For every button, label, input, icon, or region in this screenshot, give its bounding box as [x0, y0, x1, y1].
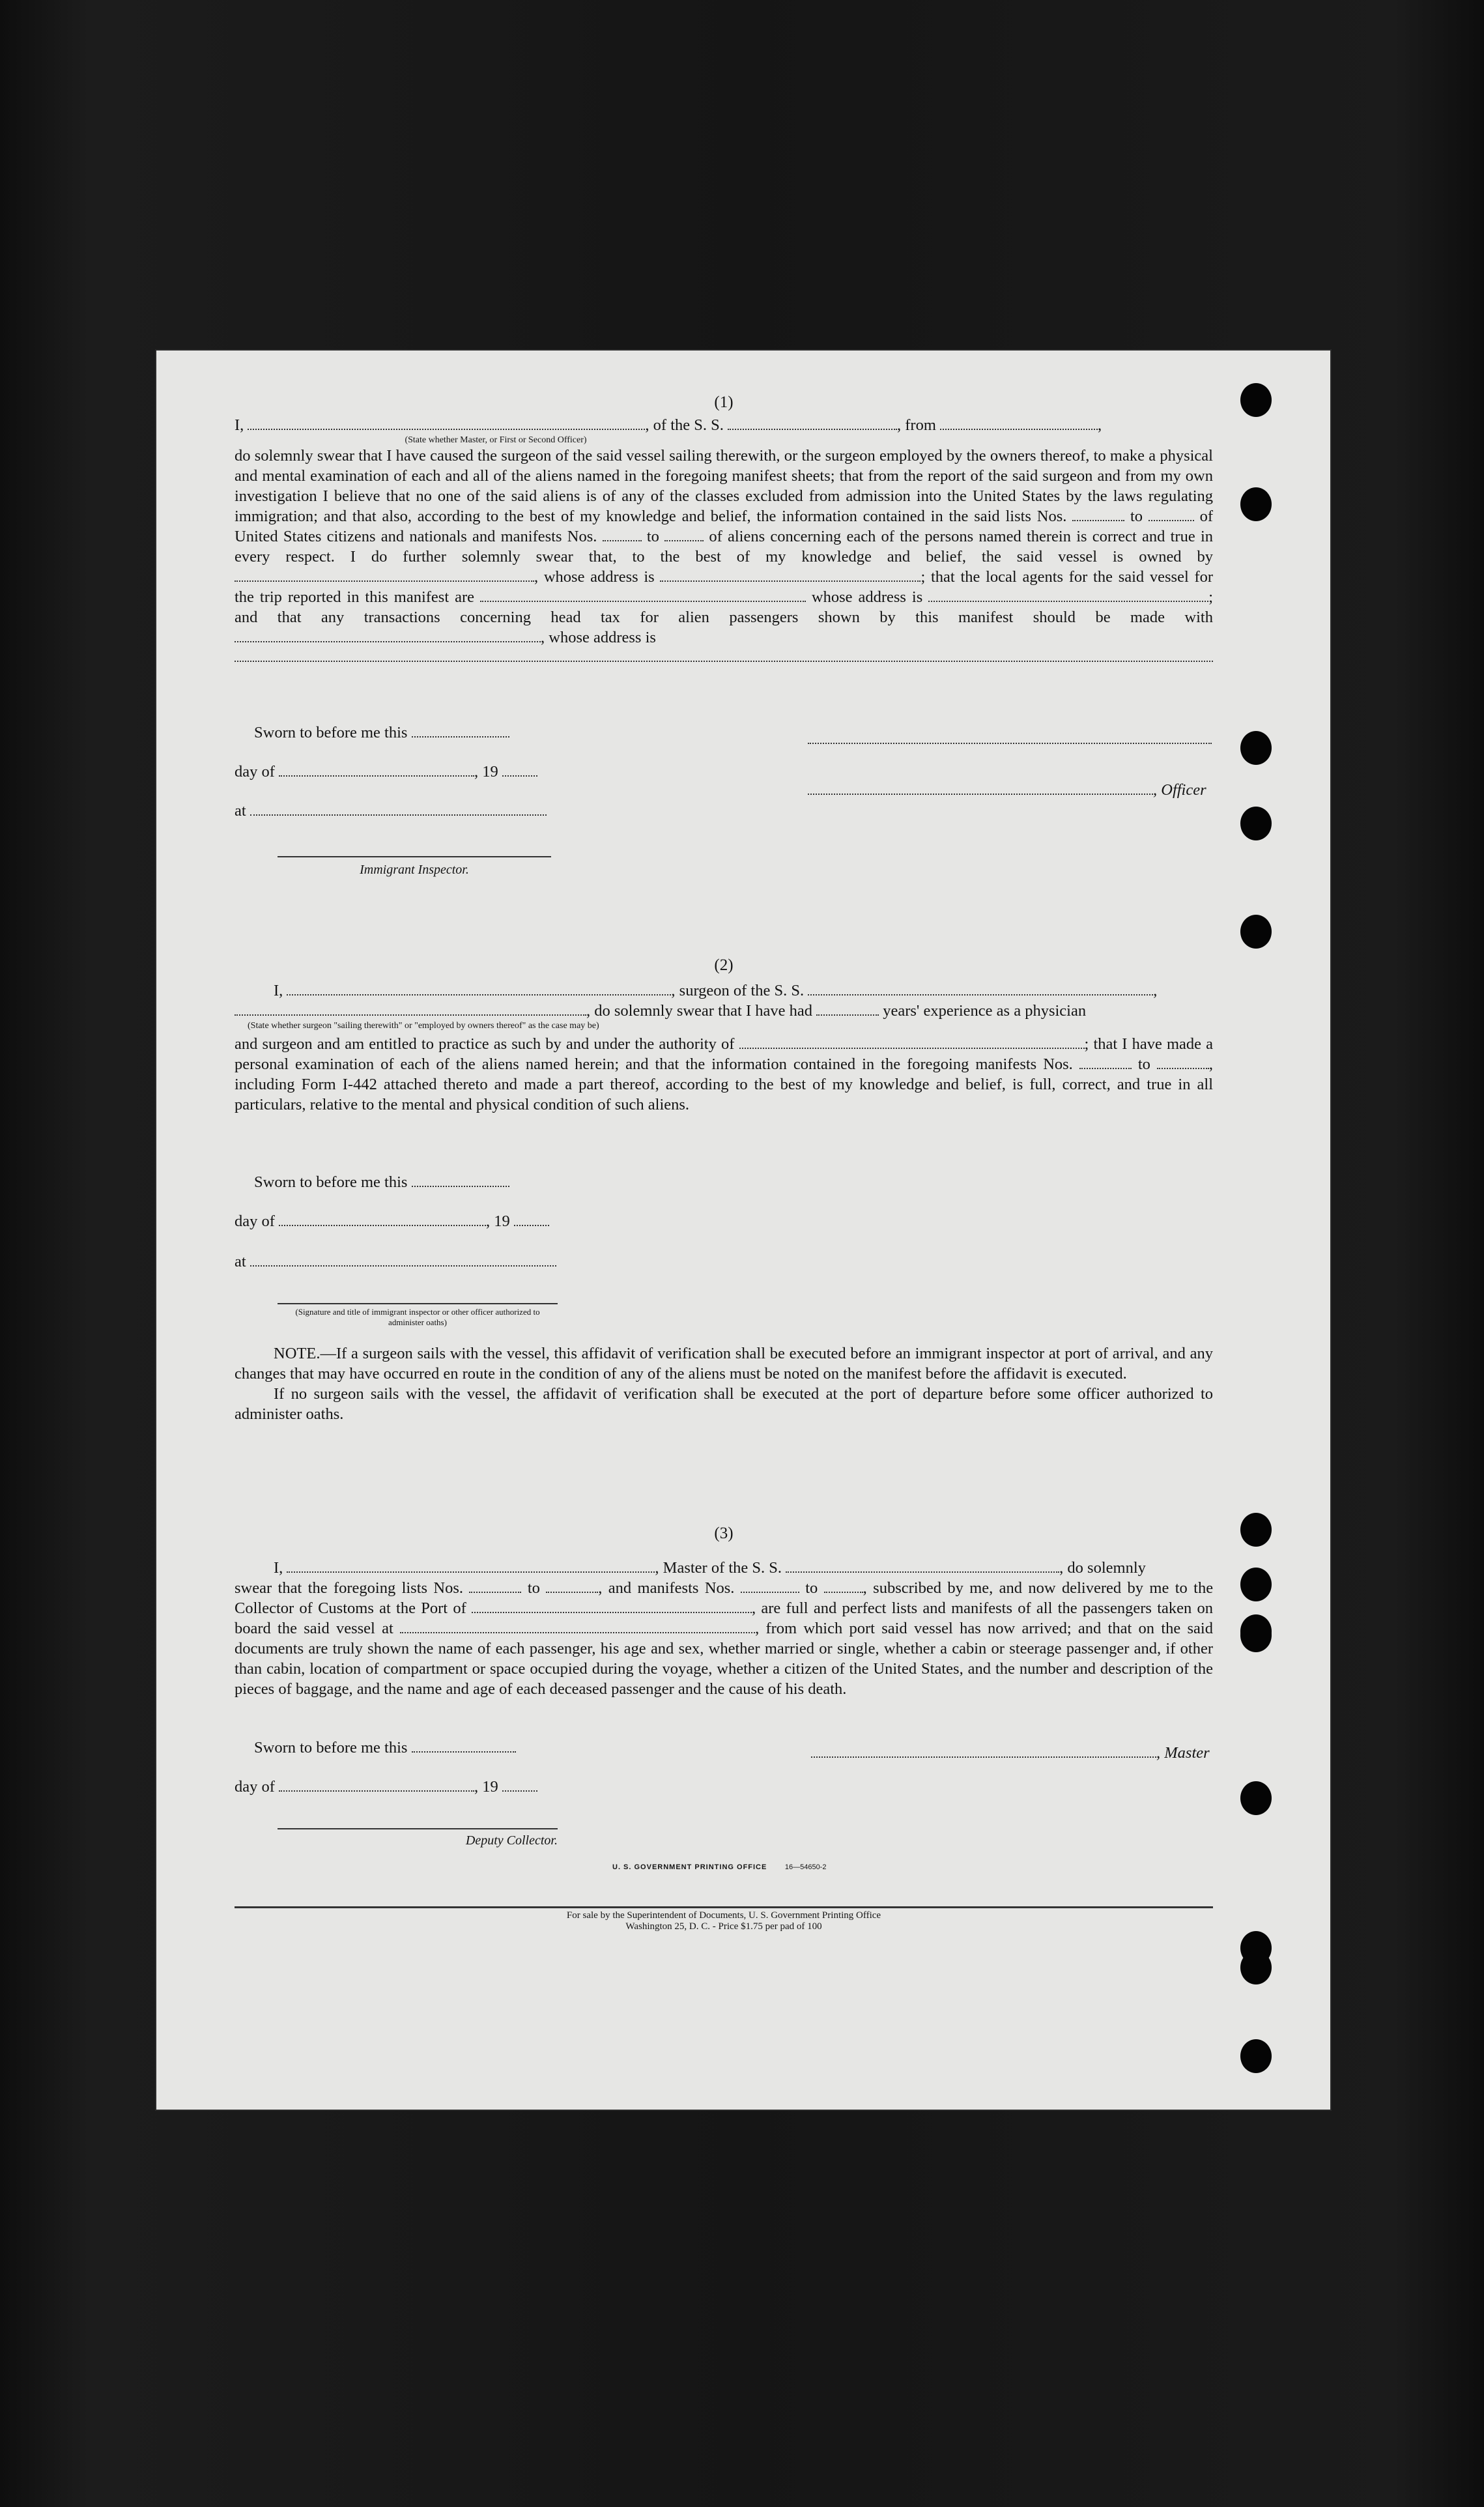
inspector-signature-line[interactable]: [278, 853, 551, 857]
do-swear-text: , do solemnly: [1059, 1559, 1146, 1577]
day-of-label: day of: [235, 1212, 275, 1230]
manifests-from-field[interactable]: [603, 527, 642, 541]
s3-sworn-row: [254, 1738, 516, 1757]
surgeon-type-field[interactable]: [235, 1001, 586, 1016]
day-field[interactable]: [279, 1212, 486, 1226]
form-code: 16—54650-2: [784, 1863, 827, 1871]
section-2: [235, 955, 1213, 1115]
label-of-ss: , of the S. S.: [645, 416, 724, 434]
s3-day-row: [235, 1777, 537, 1796]
s2-manifests-to-field[interactable]: [1157, 1055, 1209, 1069]
address-label: whose address is: [811, 588, 923, 606]
note-label: NOTE.: [274, 1345, 321, 1362]
full-perfect-text: , are full and perfect lists and: [752, 1599, 946, 1617]
master-signature-line[interactable]: [811, 1743, 1156, 1758]
from-which-text: , from which: [755, 1620, 843, 1637]
punch-hole: [1240, 383, 1272, 417]
s2-line1: [274, 981, 1213, 1001]
sworn-date-field[interactable]: [412, 1738, 516, 1753]
punch-hole: [1240, 1618, 1272, 1652]
head-tax-party-field[interactable]: [235, 628, 541, 642]
label-to: to: [527, 1579, 540, 1597]
punch-hole: [1240, 807, 1272, 840]
years-experience-text: years' experience as a physician: [883, 1002, 1087, 1020]
sworn-label: Sworn to before me this: [254, 1173, 408, 1191]
s1-officer-row: [808, 781, 1206, 799]
sale-notice: [235, 1910, 1213, 1932]
subscribed-text: , subscribed by me, and now: [863, 1579, 1056, 1597]
master-of-label: , Master of the S. S.: [655, 1559, 782, 1577]
owned-by-label: the said vessel is owned by: [981, 548, 1213, 566]
label-i: I,: [235, 416, 244, 434]
s2-day-row: [235, 1212, 549, 1231]
punch-hole: [1240, 1513, 1272, 1547]
deputy-collector-label: Deputy Collector.: [465, 1833, 558, 1848]
s1-officer-sig-top: [808, 730, 1212, 749]
examination-text: that I have made a personal examination of each of the aliens named herein; and that the information contained in the foregoing manifests Nos.: [235, 1035, 1214, 1073]
correct-true-text: of aliens concerning each of the persons named therein is correct and true in every respect. I do further solemnly swear that, to the best of my knowledge and belief,: [235, 528, 1214, 566]
s1-at-row: [235, 801, 547, 820]
comma: ,: [1153, 982, 1158, 999]
caption-surgeon: (State whether surgeon "sailing therewith" or "employed by owners thereof" as the case may be): [248, 1021, 599, 1031]
s3-manifests-from-field[interactable]: [741, 1579, 799, 1593]
s3-manifests-to-field[interactable]: [824, 1579, 863, 1593]
at-place-field[interactable]: [250, 1252, 556, 1267]
punch-hole: [1240, 915, 1272, 949]
s3-deputy-sig: [278, 1828, 558, 1848]
gpo-imprint: [612, 1863, 826, 1871]
section-2-number: (2): [714, 956, 734, 974]
s3-paragraph: [235, 1578, 1213, 1699]
s1-inspector-sig: [278, 853, 551, 878]
day-of-label: day of: [235, 1778, 275, 1796]
do-swear-text: , do solemnly swear that I have had: [586, 1002, 812, 1020]
s2-signature: [278, 1303, 558, 1328]
s2-line2: [235, 1001, 1213, 1021]
semicolon: ;: [1084, 1035, 1089, 1053]
s3-vessel-field[interactable]: [786, 1558, 1059, 1573]
s2-sworn-row: [254, 1173, 509, 1192]
from-port-field[interactable]: [940, 416, 1098, 430]
year-field[interactable]: [514, 1212, 549, 1226]
year-field[interactable]: [502, 1777, 537, 1792]
officer-label: , Officer: [1153, 781, 1206, 799]
form-i442-text: , including Form I-442 attached thereto and made a part thereof, according to the best of my knowledge and belief, is full, correct, and true in all particulars, relative to the mental and physical condition of such aliens.: [235, 1055, 1213, 1113]
caption-master: (State whether Master, or First or Second Officer): [405, 435, 587, 445]
address-label: , whose address is: [541, 629, 656, 646]
label-from: , from: [897, 416, 936, 434]
day-field[interactable]: [279, 762, 474, 777]
lists-to-field[interactable]: [1149, 507, 1194, 521]
s1-sworn-row: [254, 723, 509, 742]
s2-vessel-field[interactable]: [808, 981, 1153, 996]
section-1-line1: [235, 415, 1213, 435]
sworn-label: Sworn to before me this: [254, 1739, 408, 1756]
year-prefix: , 19: [486, 1212, 510, 1230]
deputy-signature-line[interactable]: [278, 1828, 558, 1829]
owner-address-field[interactable]: [660, 567, 920, 582]
sworn-date-field[interactable]: [412, 723, 509, 738]
section-3: [235, 1523, 1213, 1699]
agents-address-field[interactable]: [928, 588, 1208, 602]
at-label: at: [235, 802, 246, 820]
label-to: to: [646, 528, 659, 545]
vessel-name-field[interactable]: [728, 416, 897, 430]
surgeon-name-field[interactable]: [287, 981, 671, 996]
and-manifests-text: , and manifests Nos.: [598, 1579, 735, 1597]
us-citizens-text: of United States citizens and nationals and manifests Nos.: [235, 508, 1214, 545]
footer-rule: [235, 1906, 1213, 1908]
master-label: , Master: [1156, 1744, 1210, 1762]
s1-day-row: [235, 762, 537, 781]
note-para-2: If no surgeon sails with the vessel, the affidavit of verification shall be executed at the port of departure before some officer authorized to administer oaths.: [235, 1385, 1213, 1423]
officer-signature-line[interactable]: [808, 730, 1212, 744]
s3-lists-to-field[interactable]: [546, 1579, 598, 1593]
delivered-text: delivered by me to the Collector of Customs at the Port of: [235, 1579, 1214, 1617]
label-to: to: [1137, 1055, 1150, 1073]
label-to: to: [805, 1579, 818, 1597]
surgeon-of-label: , surgeon of the S. S.: [671, 982, 805, 999]
oath-text: do solemnly swear that I have caused the surgeon of the said vessel sailing therewith, or the surgeon employed by the owners thereof, to make a physical and mental examination of each and all of the aliens named in the foregoing manifest sheets; that from the report of the said surgeon and from my own investigation I believe that no one of the said aliens is of any of the classes excluded from admission into the United States by the laws regulating immigration; and that also, according to the best of my knowledge and belief, the information contained in the said lists Nos.: [235, 447, 1213, 525]
punch-hole: [1240, 487, 1272, 521]
punch-hole: [1240, 731, 1272, 765]
sale-line-2: Washington 25, D. C. - Price $1.75 per pad of 100: [625, 1921, 822, 1932]
gpo-text: U. S. GOVERNMENT PRINTING OFFICE: [612, 1863, 767, 1871]
punch-hole: [1240, 2039, 1272, 2073]
s3-lists-from-field[interactable]: [469, 1579, 521, 1593]
head-tax-address-field[interactable]: [235, 648, 1213, 662]
authority-field[interactable]: [739, 1035, 1085, 1049]
s3-line1: [274, 1558, 1213, 1578]
punch-hole: [1240, 1568, 1272, 1601]
years-field[interactable]: [816, 1001, 879, 1016]
passengers-text: passengers shown by this manifest should be made with: [729, 609, 1213, 626]
master-name-field[interactable]: [287, 1558, 655, 1573]
s2-manifests-from-field[interactable]: [1079, 1055, 1132, 1069]
authority-text: and surgeon and am entitled to practice as such by and under the authority of: [235, 1035, 735, 1053]
address-label: , whose address is: [534, 568, 655, 586]
signature-line[interactable]: [278, 1303, 558, 1304]
at-place-field[interactable]: [250, 801, 547, 816]
label-to: to: [1130, 508, 1143, 525]
local-agents-field[interactable]: [480, 588, 806, 602]
officer-name-field[interactable]: [248, 416, 645, 430]
signature-caption: (Signature and title of immigrant inspector or other officer authorized to administer oaths): [295, 1307, 540, 1327]
section-1-paragraph: [235, 446, 1213, 662]
note-block: [235, 1343, 1213, 1424]
immigrant-inspector-label: Immigrant Inspector.: [360, 863, 469, 877]
label-i: I,: [274, 982, 283, 999]
label-i: I,: [274, 1559, 283, 1577]
sworn-date-field[interactable]: [412, 1173, 509, 1187]
local-agents-label: that the local agents for the said vessel for the trip reported in this manifest are: [235, 568, 1214, 606]
swear-lists-text: swear that the foregoing lists Nos.: [235, 1579, 464, 1597]
sworn-label: Sworn to before me this: [254, 724, 408, 741]
s2-paragraph: [235, 1034, 1213, 1115]
section-1-number: (1): [714, 394, 734, 411]
sale-line-1: For sale by the Superintendent of Documents, U. S. Government Printing Office: [566, 1910, 881, 1921]
owner-field[interactable]: [235, 567, 534, 582]
arrival-oath-text: port said vessel has now arrived; and that on the said documents are truly shown the name of each passenger, his age and sex, whether married or single, whether a cabin or steerage passenger and, if other than cabin, location of compartment or space occupied during the voyage, whether a citizen of the United States, and the number and description of the pieces of baggage, and the name and age of each deceased passenger and the cause of his death.: [235, 1620, 1213, 1698]
officer-name-line[interactable]: [808, 781, 1153, 795]
year-field[interactable]: [502, 762, 537, 777]
manifests-of-text: manifests of all the passengers taken on board the said vessel at: [235, 1599, 1214, 1637]
section-3-number: (3): [714, 1525, 734, 1542]
note-text-1: —If a surgeon sails with the vessel, this affidavit of verification shall be executed before an immigrant inspector at port of arrival, and any changes that may have occurred en route in the condition of any of the aliens must be noted on the manifest before the affidavit is executed.: [235, 1345, 1213, 1382]
section-1: [235, 392, 1213, 662]
day-of-label: day of: [235, 763, 275, 781]
year-prefix: , 19: [474, 763, 498, 781]
day-field[interactable]: [279, 1777, 474, 1792]
punch-hole: [1240, 1781, 1272, 1815]
note-para-1: [235, 1343, 1213, 1384]
port-field[interactable]: [472, 1599, 752, 1613]
manifests-to-field[interactable]: [664, 527, 704, 541]
comma: ,: [1098, 416, 1102, 434]
semicolon: ;: [920, 568, 926, 586]
year-prefix: , 19: [474, 1778, 498, 1796]
lists-from-field[interactable]: [1072, 507, 1124, 521]
head-tax-text: ; and that any transactions concerning head tax for alien: [235, 588, 1214, 626]
taken-at-field[interactable]: [400, 1619, 755, 1633]
manifest-verification-page: [156, 351, 1330, 2110]
s3-master-sig: [811, 1743, 1210, 1762]
punch-hole: [1240, 1951, 1272, 1984]
s2-at-row: [235, 1252, 556, 1271]
at-label: at: [235, 1253, 246, 1270]
